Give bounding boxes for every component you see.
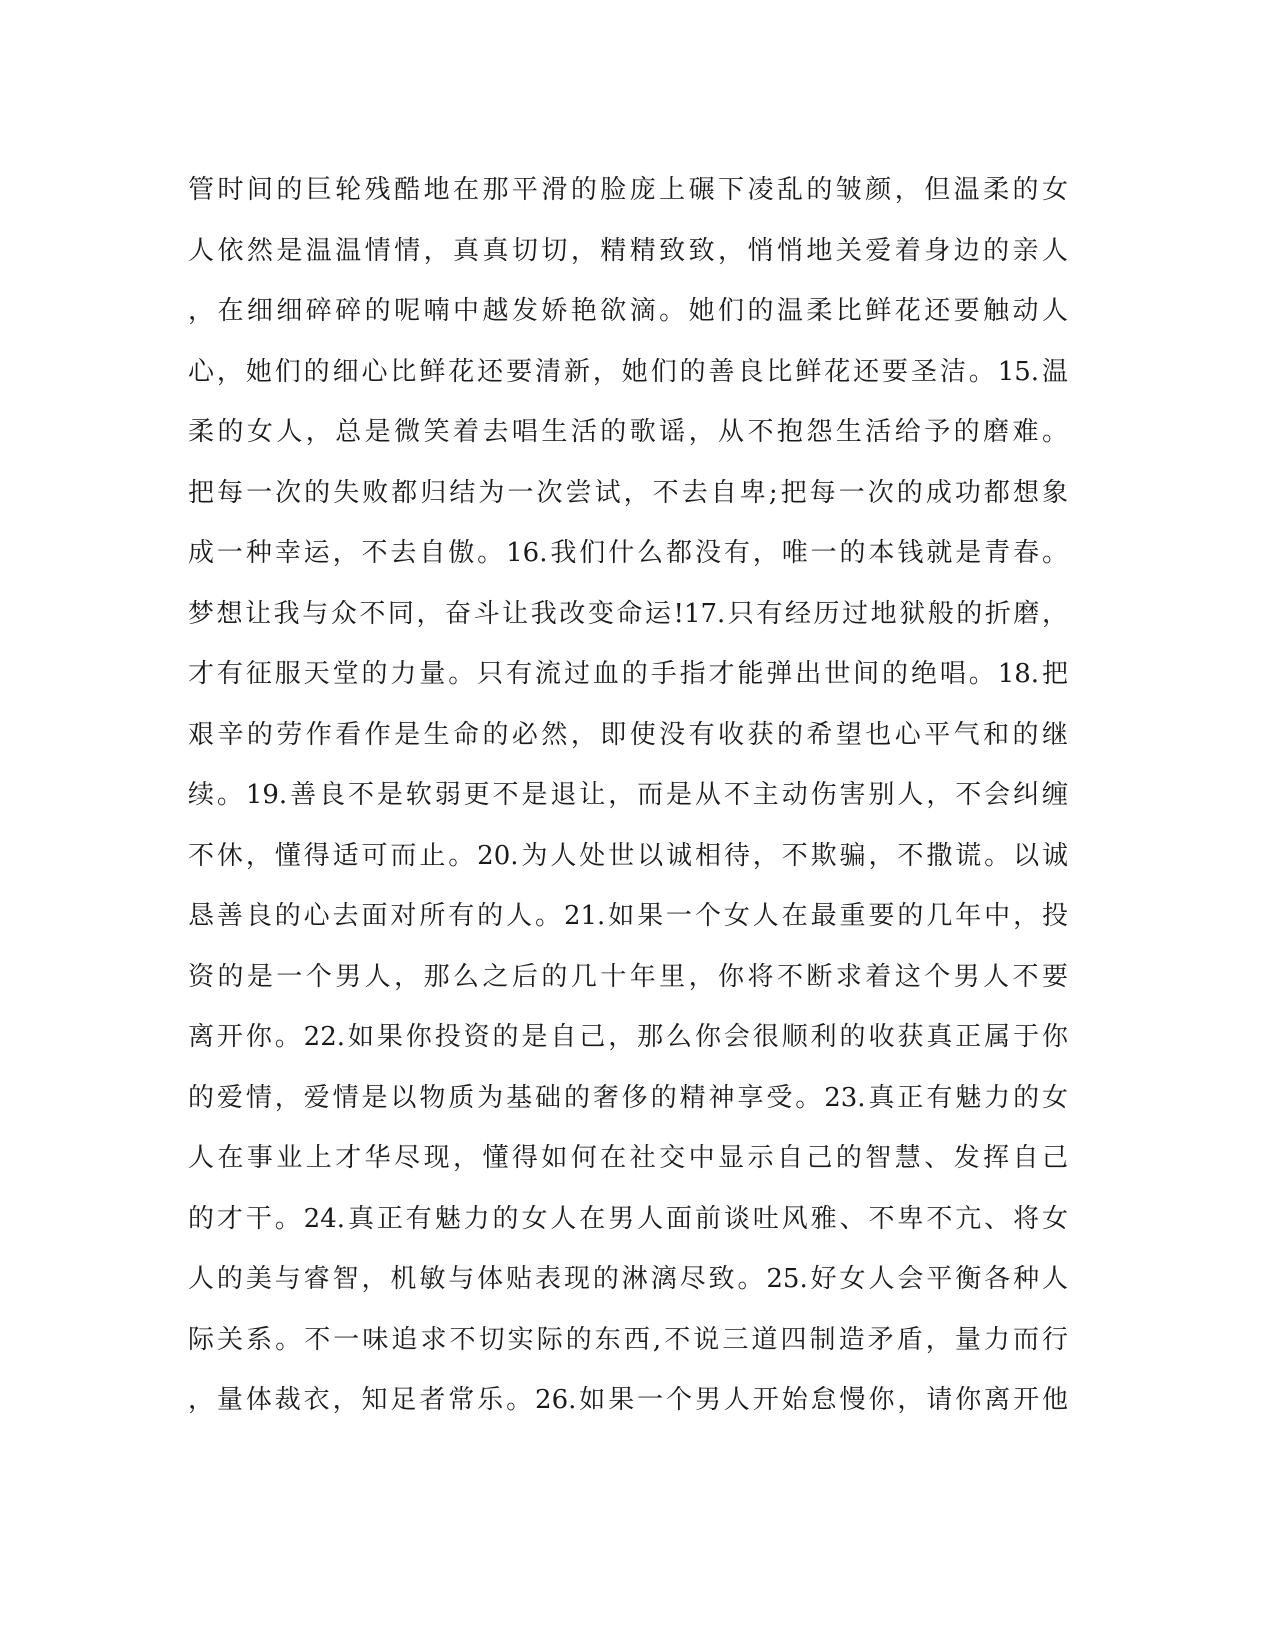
text-line: 梦想让我与众不同，奋斗让我改变命运!17.只有经历过地狱般的折磨， — [188, 598, 1068, 629]
text-line: 成一种幸运，不去自傲。16.我们什么都没有，唯一的本钱就是青春。 — [188, 538, 1068, 568]
text-line: 心，她们的细心比鲜花还要清新，她们的善良比鲜花还要圣洁。15.温 — [188, 356, 1068, 387]
text-line: 不休，懂得适可而止。20.为人处世以诚相待，不欺骗，不撒谎。以诚 — [188, 840, 1068, 871]
text-line: 的爱情，爱情是以物质为基础的奢侈的精神享受。23.真正有魅力的女 — [188, 1082, 1068, 1113]
text-line: 恳善良的心去面对所有的人。21.如果一个女人在最重要的几年中，投 — [188, 901, 1068, 931]
text-line: ，在细细碎碎的呢喃中越发娇艳欲滴。她们的温柔比鲜花还要触动人 — [188, 296, 1068, 326]
text-line: 把每一次的失败都归结为一次尝试，不去自卑;把每一次的成功都想象 — [188, 477, 1068, 508]
text-line: 管时间的巨轮残酷地在那平滑的脸庞上碾下凌乱的皱颜，但温柔的女 — [188, 175, 1068, 205]
text-line: 才有征服天堂的力量。只有流过血的手指才能弹出世间的绝唱。18.把 — [188, 659, 1068, 689]
text-line: ，量体裁衣，知足者常乐。26.如果一个男人开始怠慢你，请你离开他 — [188, 1385, 1068, 1415]
text-line: 人在事业上才华尽现，懂得如何在社交中显示自己的智慧、发挥自己 — [188, 1143, 1068, 1173]
text-line: 人的美与睿智，机敏与体贴表现的淋漓尽致。25.好女人会平衡各种人 — [188, 1264, 1068, 1294]
text-line: 艰辛的劳作看作是生命的必然，即使没有收获的希望也心平气和的继 — [188, 719, 1068, 750]
text-line: 离开你。22.如果你投资的是自己，那么你会很顺利的收获真正属于你 — [188, 1022, 1068, 1052]
body-text — [188, 160, 1068, 1431]
text-line: 际关系。不一味追求不切实际的东西,不说三道四制造矛盾，量力而行 — [188, 1324, 1068, 1355]
text-line: 柔的女人，总是微笑着去唱生活的歌谣，从不抱怨生活给予的磨难。 — [188, 417, 1068, 447]
text-line: 的才干。24.真正有魅力的女人在男人面前谈吐风雅、不卑不亢、将女 — [188, 1203, 1068, 1234]
text-line: 人依然是温温情情，真真切切，精精致致，悄悄地关爱着身边的亲人 — [188, 235, 1068, 266]
text-line: 资的是一个男人，那么之后的几十年里，你将不断求着这个男人不要 — [188, 961, 1068, 992]
text-line: 续。19.善良不是软弱更不是退让，而是从不主动伤害别人，不会纠缠 — [188, 780, 1068, 810]
